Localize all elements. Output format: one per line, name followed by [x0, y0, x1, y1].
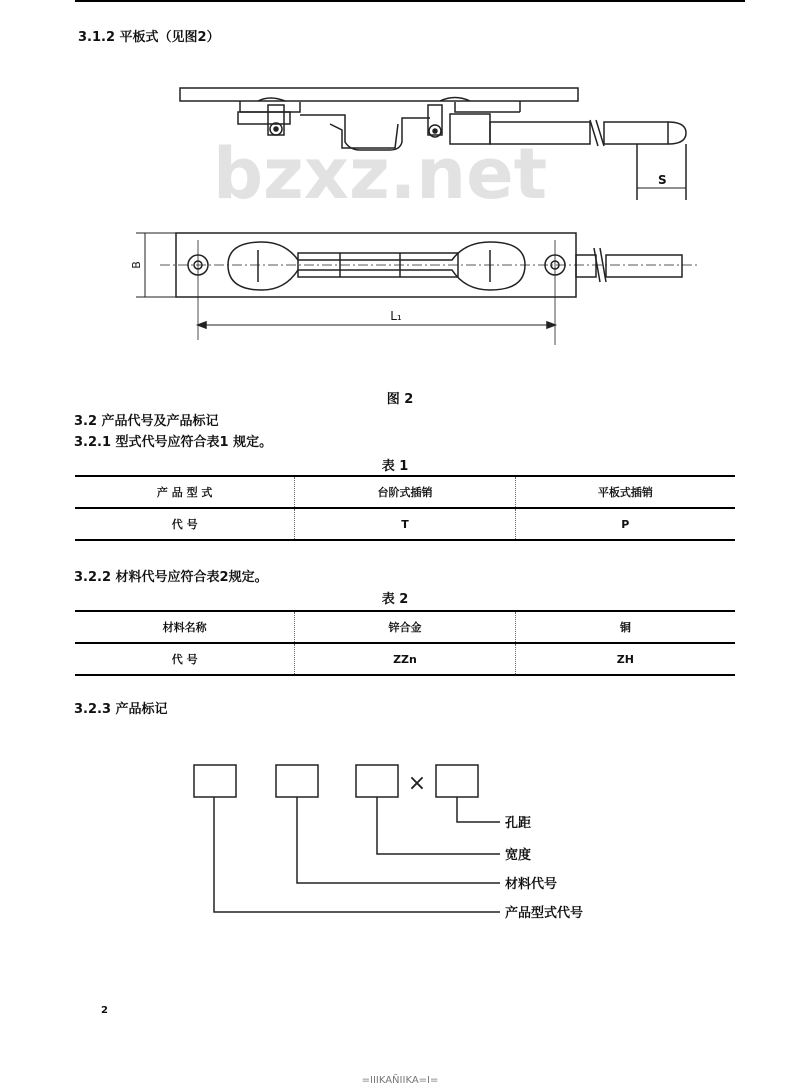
table-2-header-cell: 材料名称 [75, 611, 295, 643]
times-sign: × [407, 771, 427, 796]
table-2-header-cell: 锌合金 [295, 611, 515, 643]
table-1-header-cell: 平板式插销 [515, 476, 735, 508]
watermark-text: bzxz.net [212, 133, 548, 215]
marking-label-type: 产品型式代号 [505, 906, 584, 921]
dim-b-label: B [130, 261, 143, 269]
table-2-cell: ZZn [295, 643, 515, 675]
section-heading-3-2-3: 3.2.3 产品标记 [74, 702, 168, 717]
table-1-header-cell: 产 品 型 式 [75, 476, 295, 508]
table-1-cell: T [295, 508, 515, 540]
dim-l-label: L₁ [390, 309, 402, 323]
product-marking-diagram [0, 750, 800, 950]
table-1-caption: 表 1 [381, 459, 409, 474]
section-heading-3-2-1: 3.2.1 型式代号应符合表1 规定。 [74, 435, 273, 450]
marking-label-material: 材料代号 [505, 877, 558, 892]
table-2-header-cell: 铜 [515, 611, 735, 643]
marking-label-hole-distance: 孔距 [505, 816, 532, 831]
table-1-row [75, 508, 735, 540]
footer-text: =IIIKAÑIIKA=I= [361, 1075, 439, 1086]
table-1 [75, 475, 735, 541]
table-1-cell: P [515, 508, 735, 540]
table-1-header-row [75, 476, 735, 508]
table-2-caption: 表 2 [381, 592, 409, 607]
table-1-cell: 代 号 [171, 518, 198, 531]
figure-caption: 图 2 [386, 392, 414, 407]
top-view [136, 233, 700, 345]
section-heading-3-2-2: 3.2.2 材料代号应符合表2规定。 [74, 570, 268, 585]
marking-box-type [194, 765, 236, 797]
section-heading-3-2: 3.2 产品代号及产品标记 [74, 414, 219, 429]
page-number: 2 [101, 1005, 108, 1016]
marking-box-hole-distance [436, 765, 478, 797]
table-2-cell: 代 号 [171, 653, 198, 666]
table-2-header-row [75, 611, 735, 643]
marking-label-width: 宽度 [505, 848, 532, 863]
dim-s-label: S [658, 173, 667, 187]
table-2 [75, 610, 735, 676]
table-2-row [75, 643, 735, 675]
marking-box-material [276, 765, 318, 797]
marking-box-width [356, 765, 398, 797]
table-2-cell: ZH [515, 643, 735, 675]
table-1-header-cell: 台阶式插销 [295, 476, 515, 508]
section-heading-3-1-2: 3.1.2 平板式（见图2） [78, 30, 220, 45]
figure-2-drawing [0, 0, 800, 380]
